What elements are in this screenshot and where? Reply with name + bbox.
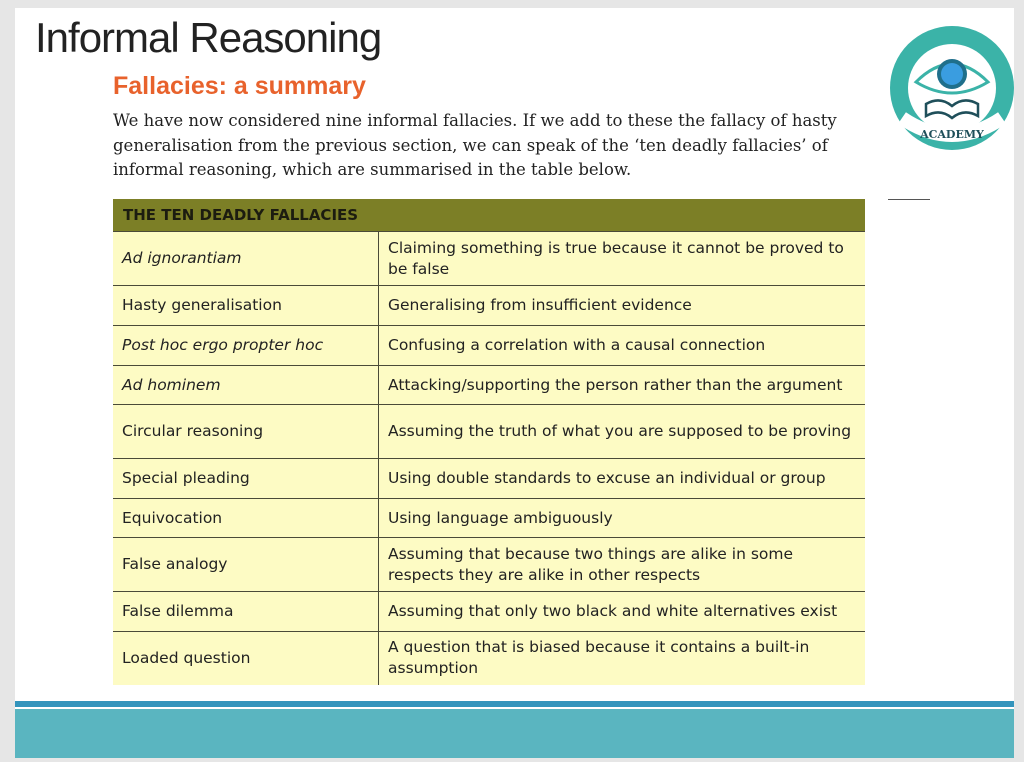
- section-subtitle: Fallacies: a summary: [113, 72, 366, 100]
- table-row: [113, 232, 865, 286]
- footer-bar-teal: [15, 709, 1014, 758]
- fallacy-name: False analogy: [113, 538, 379, 592]
- fallacy-name: Post hoc ergo propter hoc: [113, 326, 379, 366]
- fallacy-name: Equivocation: [113, 499, 379, 538]
- fallacy-name: Ad ignorantiam: [113, 232, 379, 286]
- slide: [15, 8, 1014, 758]
- fallacy-name: False dilemma: [113, 592, 379, 632]
- slide-title: Informal Reasoning: [35, 14, 382, 61]
- table-row: [113, 499, 865, 538]
- academy-logo: [888, 24, 1016, 152]
- fallacy-name: Ad hominem: [113, 366, 379, 405]
- table-row: [113, 632, 865, 685]
- fallacy-description: Assuming that because two things are alike in some respects they are alike in other respects: [379, 538, 866, 592]
- fallacy-name: Loaded question: [113, 632, 379, 685]
- svg-text:ACADEMY: ACADEMY: [920, 128, 984, 141]
- table-row: [113, 592, 865, 632]
- fallacy-description: A question that is biased because it contains a built-in assumption: [379, 632, 866, 685]
- fallacy-description: Claiming something is true because it cannot be proved to be false: [379, 232, 866, 286]
- fallacies-table: [113, 199, 865, 685]
- footer-bar-blue: [15, 701, 1014, 707]
- table-row: [113, 366, 865, 405]
- fallacy-description: Assuming that only two black and white alternatives exist: [379, 592, 866, 632]
- divider: [888, 199, 930, 200]
- table-row: [113, 538, 865, 592]
- fallacy-description: Assuming the truth of what you are supposed to be proving: [379, 405, 866, 459]
- table-row: [113, 405, 865, 459]
- fallacy-name: Circular reasoning: [113, 405, 379, 459]
- fallacy-description: Attacking/supporting the person rather than the argument: [379, 366, 866, 405]
- fallacy-description: Using double standards to excuse an individual or group: [379, 459, 866, 499]
- intro-paragraph: We have now considered nine informal fallacies. If we add to these the fallacy of hasty generalisation from the previous section, we can speak of the ‘ten deadly fallacies’ of informal reasoning, which are summarised in the table below.: [113, 111, 837, 179]
- fallacy-name: Special pleading: [113, 459, 379, 499]
- fallacy-description: Generalising from insufficient evidence: [379, 286, 866, 326]
- table-header: THE TEN DEADLY FALLACIES: [113, 199, 865, 232]
- fallacy-name: Hasty generalisation: [113, 286, 379, 326]
- fallacy-description: Confusing a correlation with a causal connection: [379, 326, 866, 366]
- table-row: [113, 286, 865, 326]
- table-row: [113, 326, 865, 366]
- table-row: [113, 459, 865, 499]
- fallacy-description: Using language ambiguously: [379, 499, 866, 538]
